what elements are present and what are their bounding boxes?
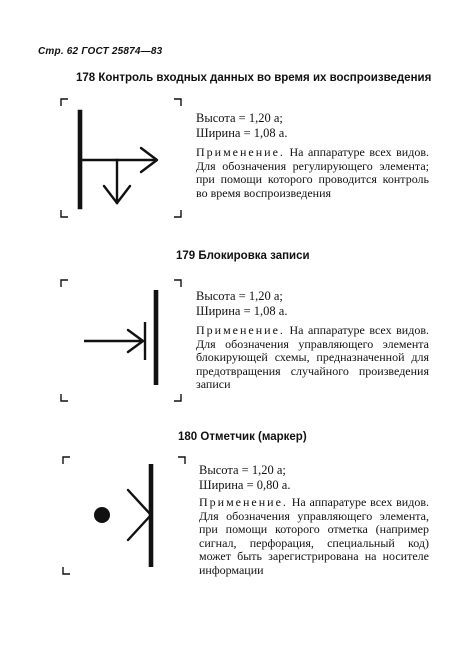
application-text: На аппаратуре всех видов. Для обозначения регулирующего элемента; при помощи которого проводится контроль во время воспроизведения	[196, 145, 429, 200]
section-title: Блокировка записи	[198, 250, 310, 262]
width-param: Ширина = 0,80 a.	[199, 478, 291, 492]
height-param: Высота = 1,20 a;	[196, 289, 283, 303]
section-title: Контроль входных данных во время их воспроизведения	[98, 72, 432, 84]
width-param: Ширина = 1,08 a.	[196, 304, 288, 318]
application-lead: Применение.	[196, 323, 285, 337]
width-param: Ширина = 1,08 a.	[196, 126, 288, 140]
application-lead: Применение.	[199, 495, 288, 509]
section-number: 180	[178, 431, 198, 443]
height-param: Высота = 1,20 a;	[199, 463, 286, 477]
bar-with-right-arrow-and-down-arrow-icon	[80, 112, 157, 207]
arrow-into-double-bar-icon	[84, 290, 156, 385]
frame-corners-180	[63, 457, 185, 574]
section-title: Отметчик (маркер)	[200, 431, 307, 443]
height-param: Высота = 1,20 a;	[196, 111, 283, 125]
dot-with-chevron-and-bar-icon	[94, 464, 151, 567]
page-number: 62	[66, 46, 79, 57]
standard-number: ГОСТ 25874—83	[81, 46, 163, 57]
application-text: На аппаратуре всех видов. Для обозначения управляющего элемента, при помощи которого отметка (например сигнал, перфорация, специальный код) может быть зарегистрирована на носителе информации	[199, 495, 429, 577]
section-number: 179	[176, 250, 196, 262]
section-number: 178	[76, 72, 96, 84]
page-label: Стр.	[38, 46, 64, 57]
application-lead: Применение.	[196, 145, 285, 159]
application-text: На аппаратуре всех видов. Для обозначения управляющего элемента блокирующей схемы, предназначенной для предотвращения случайного произведения записи	[196, 323, 429, 392]
